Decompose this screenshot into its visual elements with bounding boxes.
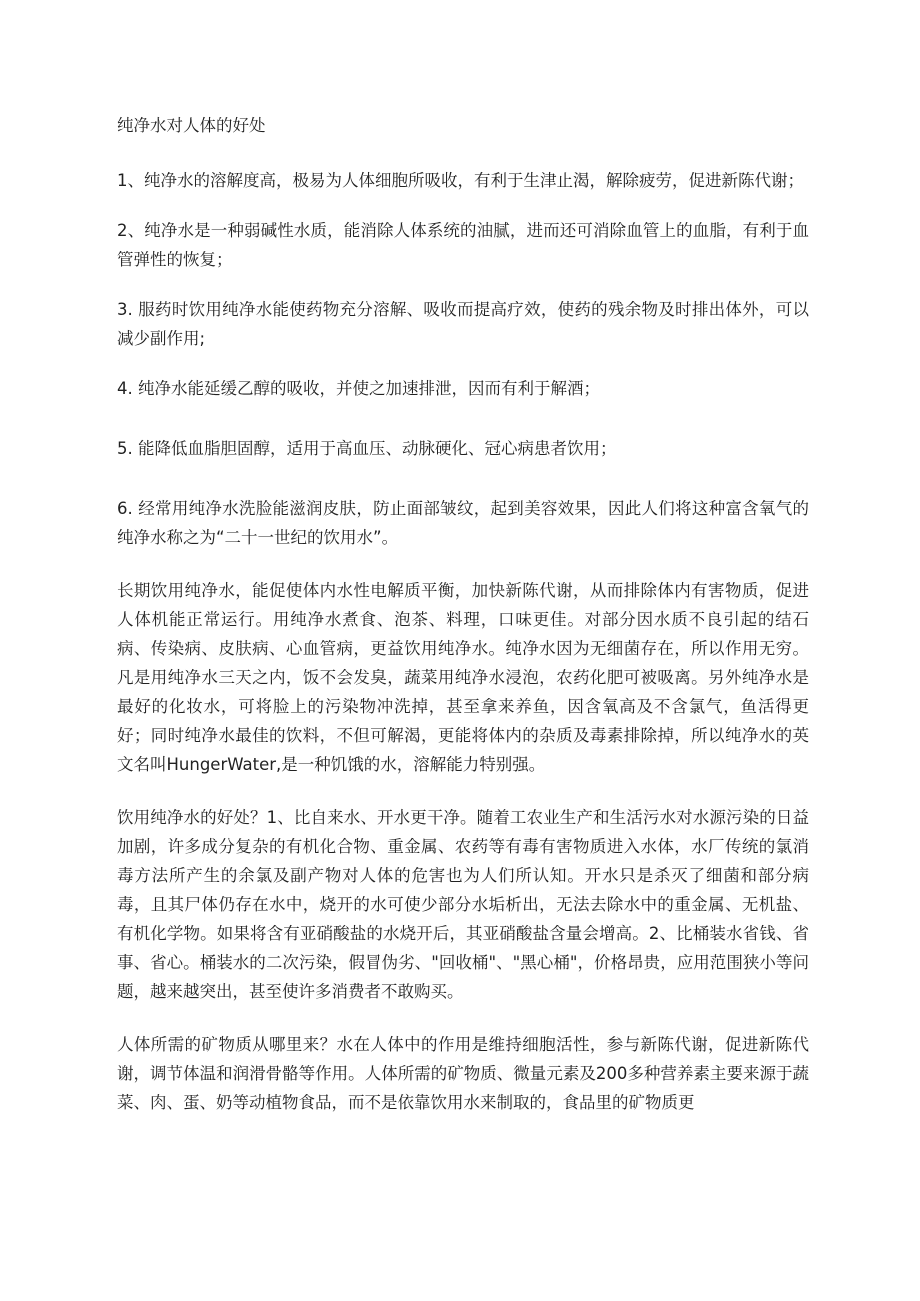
benefit-point-2: 2、纯净水是一种弱碱性水质，能消除人体系统的油腻，进而还可消除血管上的血脂，有利于血管弹性的恢复； — [117, 221, 809, 269]
benefit-point-5: 5. 能降低血脂胆固醇，适用于高血压、动脉硬化、冠心病患者饮用； — [117, 439, 617, 458]
benefit-point-4: 4. 纯净水能延缓乙醇的吸收，并使之加速排泄，因而有利于解酒； — [117, 379, 600, 398]
paragraph-long-term-drinking: 长期饮用纯净水，能促使体内水性电解质平衡，加快新陈代谢，从而排除体内有害物质，促进人体机能正常运行。用纯净水煮食、泡茶、料理，口味更佳。对部分因水质不良引起的结石病、传染病、皮肤病、心血管病，更益饮用纯净水。纯净水因为无细菌存在，所以作用无穷。凡是用纯净水三天之内，饭不会发臭，蔬菜用纯净水浸泡，农药化肥可被吸离。另外纯净水是最好的化妆水，可将脸上的污染物冲洗掉，甚至拿来养鱼，因含氧高及不含氯气，鱼活得更好；同时纯净水最佳的饮料，不但可解渴，更能将体内的杂质及毒素排除掉，所以纯净水的英文名叫HungerWater,是一种饥饿的水，溶解能力特别强。 — [117, 581, 809, 774]
benefit-point-3: 3. 服药时饮用纯净水能使药物充分溶解、吸收而提高疗效，使药的残余物及时排出体外，可以减少副作用; — [117, 300, 809, 348]
document-body — [117, 112, 809, 1138]
paragraph-minerals-source: 人体所需的矿物质从哪里来？水在人体中的作用是维持细胞活性，参与新陈代谢，促进新陈代谢，调节体温和润滑骨骼等作用。人体所需的矿物质、微量元素及200多种营养素主要来源于蔬菜、肉、蛋、奶等动植物食品，而不是依靠饮用水来制取的，食品里的矿物质更 — [117, 1035, 809, 1112]
benefit-point-1: 1、纯净水的溶解度高，极易为人体细胞所吸收，有利于生津止渴，解除疲劳，促进新陈代谢； — [117, 171, 804, 190]
benefit-point-6: 6. 经常用纯净水洗脸能滋润皮肤，防止面部皱纹，起到美容效果，因此人们将这种富含氧气的纯净水称之为“二十一世纪的饮用水”。 — [117, 499, 809, 547]
paragraph-drinking-benefits: 饮用纯净水的好处？1、比自来水、开水更干净。随着工农业生产和生活污水对水源污染的日益加剧，许多成分复杂的有机化合物、重金属、农药等有毒有害物质进入水体，水厂传统的氯消毒方法所产生的余氯及副产物对人体的危害也为人们所认知。开水只是杀灭了细菌和部分病毒，且其尸体仍存在水中，烧开的水可使少部分水垢析出，无法去除水中的重金属、无机盐、有机化学物。如果将含有亚硝酸盐的水烧开后，其亚硝酸盐含量会增高。2、比桶装水省钱、省事、省心。桶装水的二次污染，假冒伪劣、"回收桶"、"黑心桶"，价格昂贵，应用范围狭小等问题，越来越突出，甚至使许多消费者不敢购买。 — [117, 808, 809, 1001]
document-title: 纯净水对人体的好处 — [117, 116, 266, 135]
